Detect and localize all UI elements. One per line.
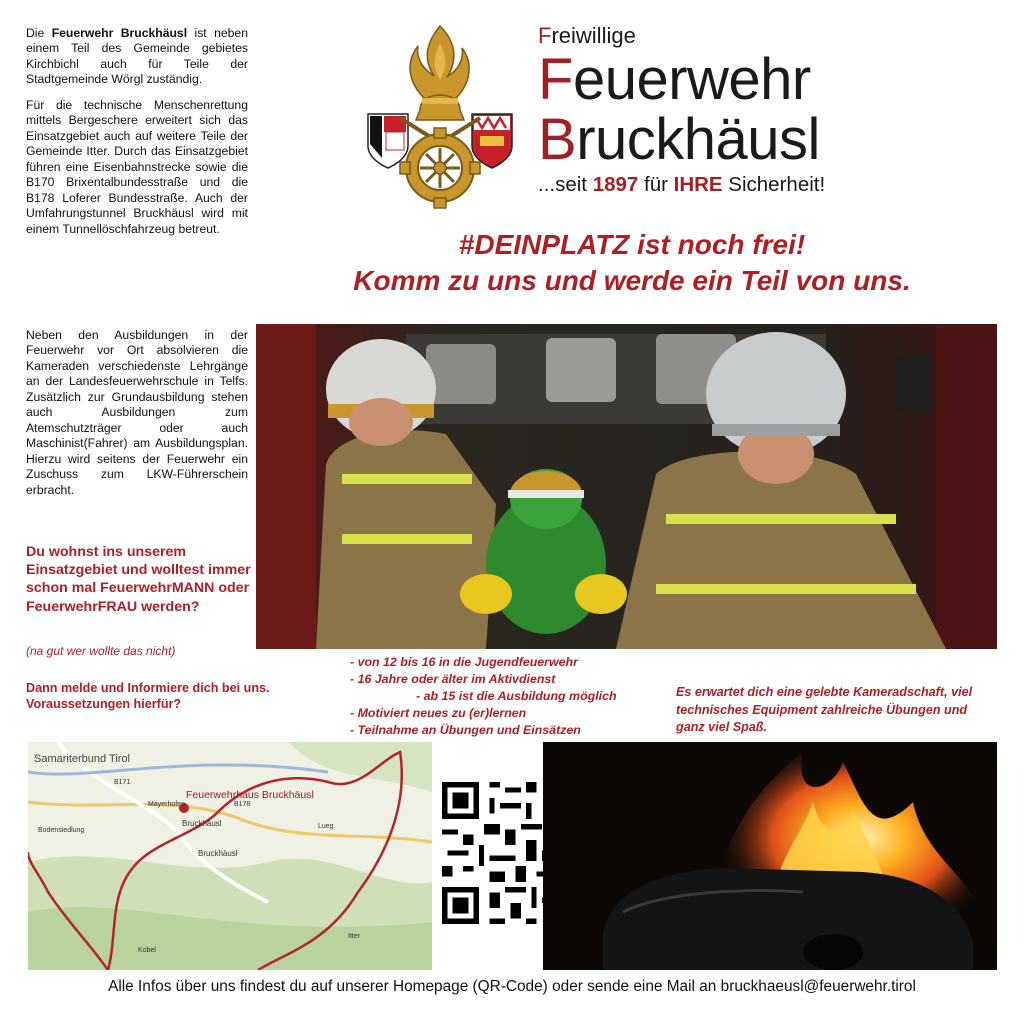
map-label-itter: Itter	[348, 933, 361, 940]
map-label-kobel: Kobel	[138, 947, 156, 954]
requirements-list	[350, 654, 670, 739]
training-paragraph: Neben den Ausbildungen in der Feuerwehr vor Ort absolvieren die Kameraden verschiedenste Lehrgänge an der Landesfeuerwehrschule in Telfs. Zusätzlich zur Grundausbildung stehen auch Ausbildungen zum Atemschutzträger oder auch Maschinist(Fahrer) am Ausbildungsplan. Hierzu wird seitens der Feuerwehr ein Zuschuss zum LKW-Führerschein erbracht.	[26, 328, 248, 497]
cta-line-1: Dann melde und Informiere dich bei uns.	[26, 681, 270, 695]
question-note: (na gut wer wollte das nicht)	[26, 644, 176, 658]
requirement-item: - Teilnahme an Übungen und Einsätzen	[350, 723, 581, 737]
fire-brigade-logo	[360, 18, 520, 218]
requirement-item: - Motiviert neues zu (er)lernen	[350, 706, 527, 720]
headline-line-2: Komm zu uns und werde ein Teil von uns.	[353, 265, 911, 296]
intro-text	[26, 26, 248, 247]
intro-paragraph-2: Für die technische Menschenrettung mittels Bergeschere erweitert sich das Einsatzgebiet auch auf weitere Teile der Gemeinde Itter. Durch das Einsatzgebiet führen eine Eisenbahnstrecke sowie die B170 Brixentalbundesstraße und die B178 Loferer Bundesstraße. Auch der Umfahrungstunnel Bruckhäusl wird mit einem Tunnellöschfahrzeug betreut.	[26, 97, 248, 236]
map-label-bruckhaeusl-pin: Bruckhäusl	[182, 819, 222, 828]
call-to-action	[26, 680, 346, 713]
area-map	[28, 742, 432, 970]
requirement-item: - von 12 bis 16 in die Jugendfeuerwehr	[350, 655, 578, 669]
map-label-b178: B178	[234, 801, 251, 808]
title-freiwillige: Freiwillige	[538, 23, 636, 48]
map-label-b171: B171	[114, 779, 131, 786]
headline-line-1: #DEINPLATZ ist noch frei!	[458, 229, 806, 260]
car-fire-photo	[543, 742, 997, 970]
requirement-item: - ab 15 ist die Ausbildung möglich	[416, 689, 617, 703]
map-label-mayerhofen: Mayerhofen	[148, 801, 185, 808]
headline	[262, 228, 1002, 300]
map-label-feuerwehrhaus: Feuerwehrhaus Bruckhäusl	[186, 789, 314, 801]
footer-text: Alle Infos über uns findest du auf unserer Homepage (QR-Code) oder sende eine Mail an bruckhaeusl@feuerwehr.tirol	[108, 978, 916, 995]
cta-line-2: Voraussetzungen hierfür?	[26, 697, 182, 712]
recruitment-question: Du wohnst ins unserem Einsatzgebiet und wolltest immer schon mal FeuerwehrMANN oder FeuerwehrFRAU werden?	[26, 544, 251, 615]
title-feuerwehr: Feuerwehr	[538, 47, 811, 112]
intro-paragraph-1: Die Feuerwehr Bruckhäusl ist neben einem Teil des Gemeinde gebietes Kirchbichl auch für Teile der Stadtgemeinde Wörgl zuständig.	[26, 26, 248, 87]
firefighters-photo	[256, 324, 997, 649]
title-bruckhaeusl: Bruckhäusl	[538, 107, 820, 172]
brigade-name: Feuerwehr Bruckhäusl	[51, 26, 188, 40]
requirement-item: - 16 Jahre oder älter im Aktivdienst	[350, 672, 556, 686]
promise-text: Es erwartet dich eine gelebte Kameradschaft, viel technisches Equipment zahlreiche Übungen und ganz viel Spaß.	[676, 685, 973, 734]
map-label-samariter: Samariterbund Tirol	[34, 753, 130, 765]
tagline: ...seit 1897 für IHRE Sicherheit!	[538, 173, 826, 196]
title-block	[538, 22, 958, 198]
map-label-bruckhaeusl: Bruckhäusl	[198, 849, 238, 858]
map-label-lueg: Lueg	[318, 823, 334, 830]
map-label-bodensiedlung: Bodensiedlung	[38, 827, 85, 834]
